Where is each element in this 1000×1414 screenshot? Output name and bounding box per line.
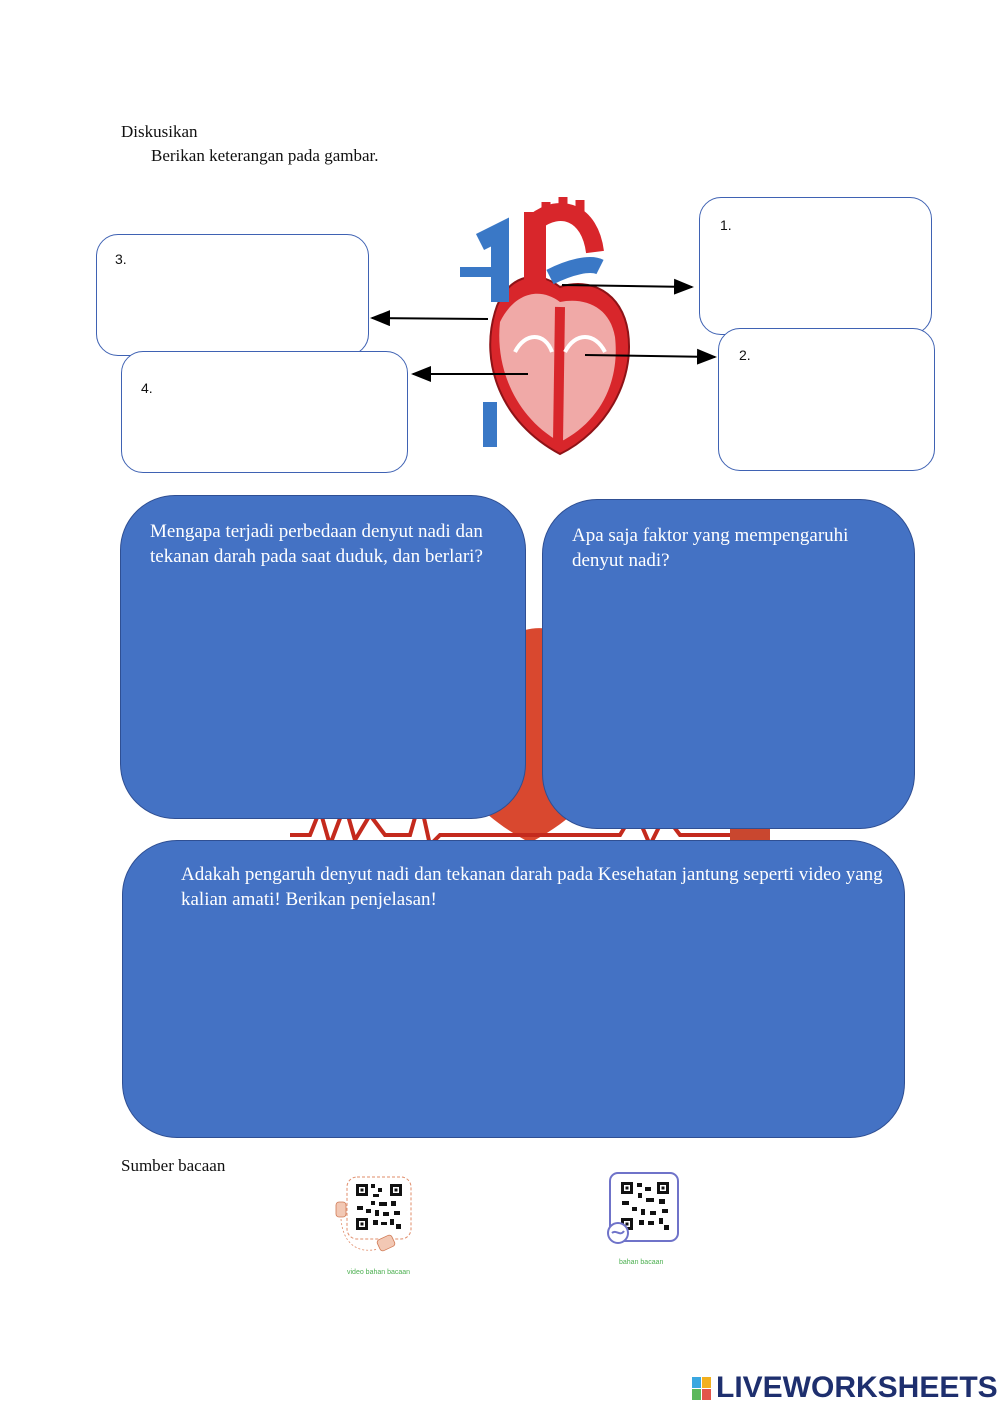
qr-code-video[interactable]: [333, 1174, 418, 1282]
sources-title: Sumber bacaan: [121, 1156, 226, 1175]
label-number: 1.: [720, 217, 732, 233]
qr-caption: bahan bacaan: [619, 1259, 664, 1266]
question-box-1[interactable]: [120, 495, 526, 819]
section-title: Diskusikan: [121, 122, 198, 141]
question-box-3[interactable]: [122, 840, 905, 1138]
qr-caption: video bahan bacaan: [347, 1269, 411, 1276]
arrow-to-label-1: [562, 285, 692, 287]
arrow-to-label-3: [372, 318, 488, 319]
question-box-2[interactable]: [542, 499, 915, 829]
arrow-to-label-2: [585, 355, 715, 357]
label-number: 4.: [141, 380, 153, 396]
question-text: Apa saja faktor yang mempengaruhi denyut nadi?: [572, 525, 849, 571]
liveworksheets-brand[interactable]: LIVEWORKSHEETS: [716, 1371, 998, 1404]
qr-code-icon: [604, 1171, 684, 1251]
liveworksheets-logo-icon: [692, 1377, 712, 1401]
pointer-arrows: [0, 0, 1000, 500]
qr-code-reading[interactable]: [604, 1171, 684, 1271]
label-number: 2.: [739, 347, 751, 363]
qr-code-icon: [333, 1174, 418, 1269]
question-text: Mengapa terjadi perbedaan denyut nadi dan tekanan darah pada saat duduk, dan berlari?: [150, 521, 483, 567]
instruction-text: Berikan keterangan pada gambar.: [151, 146, 379, 165]
question-text: Adakah pengaruh denyut nadi dan tekanan darah pada Kesehatan jantung seperti video yang kalian amati! Berikan penjelasan!: [181, 864, 883, 910]
label-number: 3.: [115, 251, 127, 267]
